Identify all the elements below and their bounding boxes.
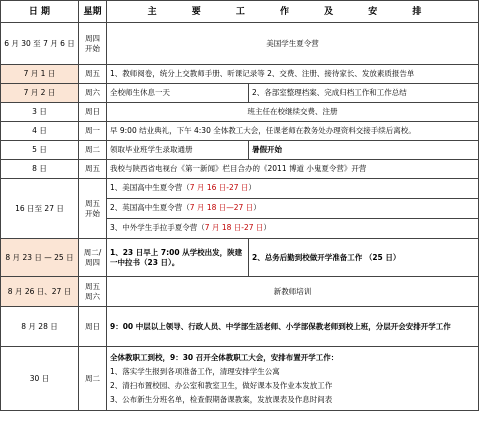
week-cell: 周一 [79,122,107,141]
camp-end: ） [248,183,256,192]
week-line: 周四 [85,257,100,267]
date-cell: 8 月 26 日、27 日 [1,277,79,307]
task-line: 2、清扫布置校园、办公室和教室卫生，做好课本及作业本发放工作 [110,380,333,390]
content-cell: 早 9:00 结业典礼，下午 4:30 全体教工大会，任课老师在教务处办理资料交接手续后离校。 [107,122,479,141]
table-row [1,122,479,141]
date-cell: 7 月 2 日 [1,84,79,103]
week-line: 周六 [85,291,100,301]
content-cell: 美国学生夏令营 [107,23,479,65]
week-cell: 周日 [79,307,107,347]
camp-end: ） [253,203,261,212]
week-cell: 周日 [79,103,107,122]
content-cell [107,347,479,411]
date-cell: 4 日 [1,122,79,141]
header-row [1,1,479,23]
week-cell [79,277,107,307]
camp-end: ） [263,223,271,232]
task-line: 1、落实学生报到各项准备工作，清理安排学生公寓 [110,366,280,376]
camp-text: 1、美国高中生夏令营（ [110,183,190,192]
table-row [1,141,479,160]
date-cell: 30 日 [1,347,79,411]
content-cell-left: 全校师生休息一天 [107,84,249,103]
content-cell-left [107,239,249,277]
camp-dates: 7 月 18 日-27 日 [204,223,264,232]
content-cell: 班主任在校继续交费、注册 [107,103,479,122]
camp-text: 3、中外学生手拉手夏令营（ [110,223,205,232]
content-cell-right: 2、总务后勤到校做开学准备工作 （25 日） [249,239,479,277]
week-cell [79,23,107,65]
date-header: 日 期 [1,1,79,23]
table-row [1,307,479,347]
date-cell: 8 月 28 日 [1,307,79,347]
content-cell-right: 暑假开始 [249,141,479,160]
trip-line: 1、23 日早上 7:00 从学校出发，陕建 [110,247,243,257]
content-cell [107,179,479,239]
theme-header: 主 要 工 作 及 安 排 [107,1,479,23]
week-line: 周四 [85,33,100,43]
content-cell-right: 2、各部室整理档案、完成归档工作和工作总结 [249,84,479,103]
camp-dates: 7 月 16 日-27 日 [189,183,249,192]
week-cell [79,239,107,277]
trip-line: 一中拉书（23 日）。 [110,257,180,267]
date-cell: 8 日 [1,160,79,179]
week-header: 星期 [79,1,107,23]
date-cell: 8 月 23 日 — 25 日 [1,239,79,277]
week-line: 开始 [85,208,100,218]
week-cell: 周二 [79,141,107,160]
content-cell: 9：00 中层以上领导、行政人员、中学部生活老师、小学部保教老师到校上班，分层开会安排开学工作 [107,307,479,347]
camp-text: 2、英国高中生夏令营（ [110,203,190,212]
camp-line [107,199,478,219]
content-cell: 我校与陕西省电视台《第一新闻》栏目合办的《2011 博道 小鬼夏令营》开营 [107,160,479,179]
camp-line [107,179,478,199]
week-line: 周五 [85,281,100,291]
camp-dates: 7 月 18 日—27 日 [189,203,254,212]
week-cell: 周五 [79,160,107,179]
table-row [1,347,479,411]
week-cell [79,179,107,239]
week-cell: 周五 [79,65,107,84]
week-line: 周二/ [83,247,102,257]
table-row [1,160,479,179]
week-line: 周五 [85,198,100,208]
week-cell: 周六 [79,84,107,103]
table-row [1,179,479,239]
table-row [1,239,479,277]
date-cell: 5 日 [1,141,79,160]
content-cell: 新教师培训 [107,277,479,307]
date-cell: 6 月 30 至 7 月 6 日 [1,23,79,65]
content-cell: 1、教师阅卷，统分上交教师手册、听课记录等 2、交费、注册、接待家长、发放素质报告单 [107,65,479,84]
table-row [1,103,479,122]
week-line: 开始 [85,43,100,53]
date-cell: 16 日至 27 日 [1,179,79,239]
task-line: 3、公布新生分班名单，检查假期备课教案，发放课表及作息时间表 [110,394,333,404]
date-cell: 7 月 1 日 [1,65,79,84]
camp-line [107,219,478,238]
table-row [1,65,479,84]
week-cell: 周二 [79,347,107,411]
content-cell-left: 领取毕业班学生录取通册 [107,141,249,160]
table-row [1,23,479,65]
date-cell: 3 日 [1,103,79,122]
task-line: 全体教职工到校，9：30 召开全体教职工大会，安排布置开学工作： [110,352,339,362]
table-row [1,84,479,103]
table-row [1,277,479,307]
